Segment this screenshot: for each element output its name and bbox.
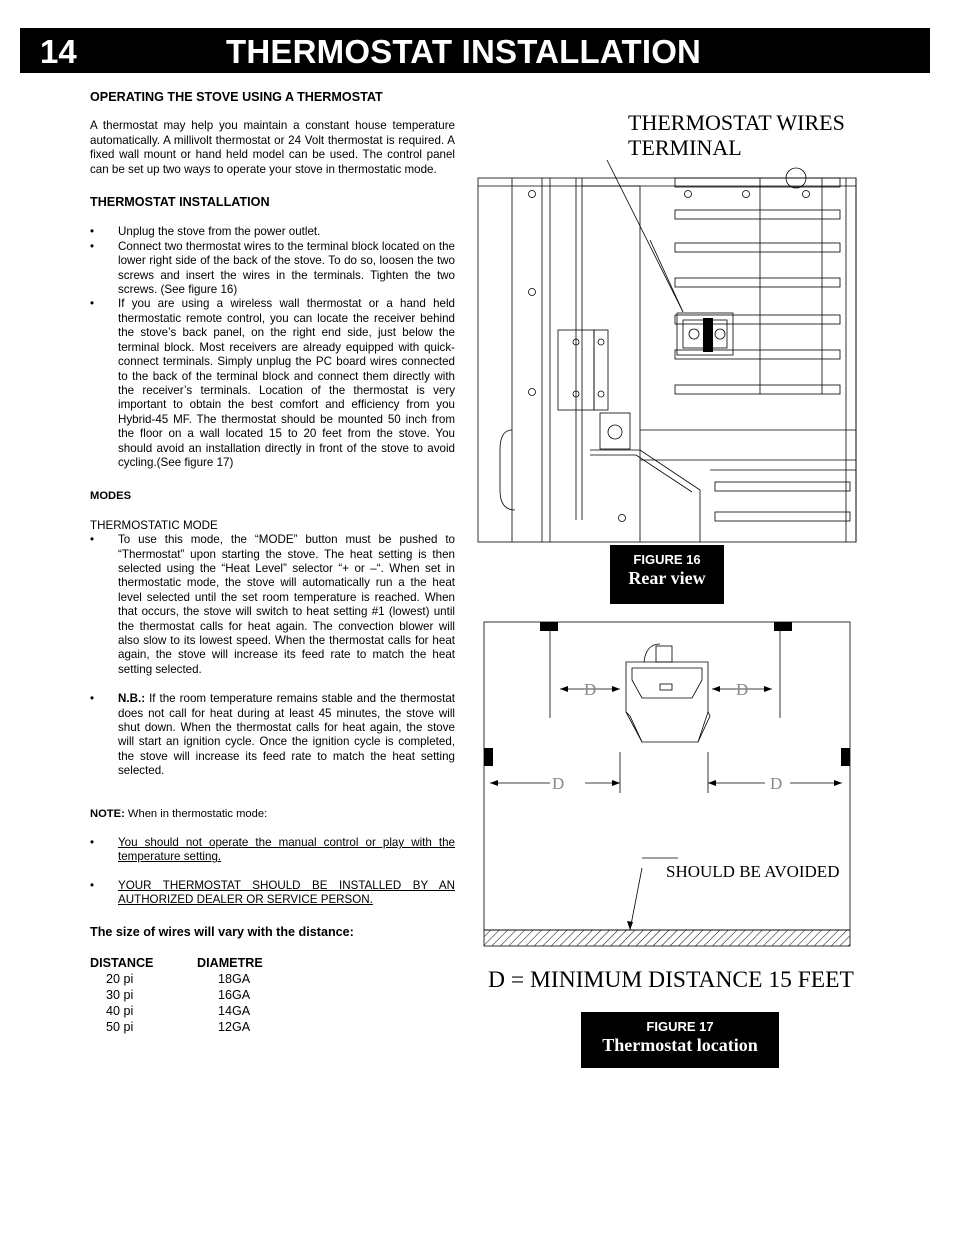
wall-marker-icon [774,622,792,631]
bullet-icon: • [90,692,95,706]
intro-paragraph: A thermostat may help you maintain a constant house temperature automatically. A millivolt thermostat or 24 Volt thermostat is required. A fixed wall mount or hand held model can be used. The control panel can be set up two ways to operate your stove in thermostatic mode. [90,119,455,176]
wall-marker-icon [484,748,493,766]
bullet-icon: • [90,533,95,547]
dim-label: D [552,774,565,793]
list-item: • N.B.: If the room temperature remains stable and the thermostat does not call for heat during at least 45 minutes, the stove will shut down. When the thermostat calls for heat again, the stove will start an ignition cycle. Once the ignition cycle is completed, the stove will increase its feed rate to match the heat setting selected. [90,692,455,778]
note-list [90,836,455,908]
list-item: • If you are using a wireless wall thermostat or a hand held thermostatic remote control, you can locate the receiver behind the stove’s back panel, on the right end side, just below the terminal block. Most receivers are already equipped with quick-connect terminals. Simply unplug the PC board wires connected to the back of the terminal block and connect them directly with the receiver’s terminals. Location of the thermostat is very important to obtain the best comfort and efficiency from you Hybrid-45 MF. The thermostat should be mounted 50 inch from the floor on a wall located 15 to 20 feet from the stove. You should avoid an installation directly in front of the stove to avoid cycling.(See figure 17) [90,297,455,469]
text-column [90,90,455,1035]
avoided-zone-hatch [484,930,850,946]
dim-label: D [584,680,597,699]
section-heading-operating: OPERATING THE STOVE USING A THERMOSTAT [90,90,383,104]
table-row: 30 pi 16GA [106,988,251,1003]
section-heading-installation: THERMOSTAT INSTALLATION [90,195,270,210]
table-row: 20 pi 18GA [106,972,251,987]
modes-list [90,533,455,779]
dim-label: D [770,774,783,793]
dim-label: D [736,680,749,699]
bullet-icon: • [90,878,95,892]
bullet-icon: • [90,239,95,253]
min-distance-label: D = MINIMUM DISTANCE 15 FEET [488,967,854,993]
installation-list [90,225,455,470]
table-header: DISTANCE DIAMETRE [90,956,263,971]
bullet-icon: • [90,836,95,850]
terminal-label: THERMOSTAT WIRES TERMINAL [628,110,845,160]
page-number: 14 [40,33,77,70]
bullet-icon: • [90,297,95,311]
wires-heading: The size of wires will vary with the distance: [90,924,354,939]
section-heading-modes: MODES [90,490,132,503]
wall-marker-icon [841,748,850,766]
list-item: • Unplug the stove from the power outlet. [90,225,321,239]
subheading-thermostatic-mode: THERMOSTATIC MODE [90,518,218,532]
page-title: THERMOSTAT INSTALLATION [226,33,702,70]
bullet-icon: • [90,225,95,239]
wire-size-table [90,955,455,1035]
figure-16-caption: FIGURE 16 Rear view [610,545,724,604]
avoid-label: SHOULD BE AVOIDED [666,862,840,881]
terminal-block-icon [703,318,713,352]
table-row: 40 pi 14GA [106,1004,251,1019]
figure-16-drawing [470,130,860,545]
table-row: 50 pi 12GA [106,1020,251,1035]
wall-marker-icon [540,622,558,631]
list-item: • YOUR THERMOSTAT SHOULD BE INSTALLED BY AN AUTHORIZED DEALER OR SERVICE PERSON. [90,878,455,907]
list-item: • To use this mode, the “MODE” button must be pushed to “Thermostat” upon starting the stove. The heat setting is then selected using the “Heat Level” selector “+ or –“. When set in thermostatic mode, the stove will automatically run a the heat level selected until the set room temperature is reached. When that occurs, the stove will switch to heat setting #1 (lowest) until the thermostat calls for heat again. The convection blower will also slow to its lowest speed. When the thermostat calls for heat again, the stove will increase its feed rate to match the heat setting selected. [90,533,455,676]
note-line: NOTE: When in thermostatic mode: [90,807,268,820]
list-item: • You should not operate the manual control or play with the temperature setting. [90,836,455,864]
figure-17-drawing [480,618,855,953]
page-header [20,28,930,73]
list-item: • Connect two thermostat wires to the terminal block located on the lower right side of the back of the stove. To do so, loosen the two screws and insert the wires in the terminals. Tighten the two screws. (See figure 16) [90,239,455,297]
figure-17-caption: FIGURE 17 Thermostat location [581,1012,779,1068]
